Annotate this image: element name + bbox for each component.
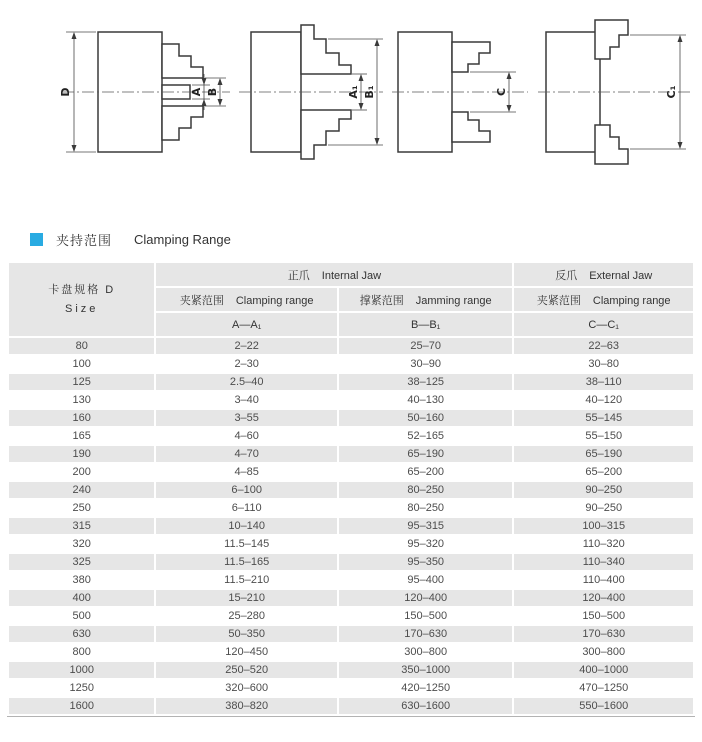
range-cell: 80–250 <box>407 502 445 514</box>
dim-label-a1: A₁ <box>347 85 361 99</box>
size-cell: 320 <box>72 538 91 550</box>
sub-header-clamping-range-en: Clamping range <box>235 294 314 307</box>
table-row <box>9 536 693 552</box>
range-cell: 38–125 <box>339 374 513 390</box>
range-cell: 65–190 <box>514 446 693 462</box>
table-row <box>9 338 693 354</box>
range-cell: 25–280 <box>228 610 266 622</box>
range-cell: 380–820 <box>156 698 337 714</box>
sub-header-external-clamping-range <box>514 288 693 311</box>
range-cell: 120–400 <box>514 590 693 606</box>
range-cell: 95–400 <box>407 574 445 586</box>
table-row <box>9 662 693 678</box>
sub-header-external-clamping-range-zh: 夹紧范围 <box>536 294 581 307</box>
range-cell: 6–110 <box>231 502 262 514</box>
section-title-zh: 夹持范围 <box>56 233 113 248</box>
size-cell: 630 <box>9 626 154 642</box>
range-cell: 22–63 <box>514 338 693 354</box>
table-row <box>9 356 693 372</box>
table-row <box>9 626 693 642</box>
range-cell: 100–315 <box>514 518 693 534</box>
range-cell: 300–800 <box>582 646 626 658</box>
size-cell: 315 <box>9 518 154 534</box>
clamping-range-table <box>7 261 695 717</box>
symbol-header-a: A—A₁ <box>156 313 337 336</box>
size-cell: 130 <box>72 394 91 406</box>
range-cell: 55–150 <box>585 430 623 442</box>
col-header-size <box>9 263 154 336</box>
sub-header-clamping-range <box>156 288 337 311</box>
range-cell: 420–1250 <box>401 682 451 694</box>
range-cell: 55–145 <box>514 410 693 426</box>
table-row <box>9 590 693 606</box>
range-cell: 250–520 <box>156 662 337 678</box>
range-cell: 10–140 <box>156 518 337 534</box>
table-row <box>9 464 693 480</box>
table-row <box>9 482 693 498</box>
table-row <box>9 428 693 444</box>
range-cell: 4–70 <box>156 446 337 462</box>
range-cell: 2–22 <box>156 338 337 354</box>
range-cell: 2.5–40 <box>156 374 337 390</box>
range-cell: 300–800 <box>404 646 448 658</box>
range-cell: 95–315 <box>339 518 513 534</box>
table-row <box>9 500 693 516</box>
table-row <box>9 572 693 588</box>
range-cell: 170–630 <box>339 626 513 642</box>
range-cell: 38–110 <box>514 374 693 390</box>
group-header-internal-jaw-en: Internal Jaw <box>321 269 382 282</box>
range-cell: 95–350 <box>339 554 513 570</box>
size-cell: 200 <box>72 466 91 478</box>
size-cell: 240 <box>9 482 154 498</box>
chuck-drawing-c1 <box>536 8 696 178</box>
size-cell: 100 <box>72 358 91 370</box>
table-row <box>9 392 693 408</box>
range-cell: 90–250 <box>585 502 623 514</box>
range-cell: 65–190 <box>339 446 513 462</box>
table-row <box>9 518 693 534</box>
size-cell: 250 <box>72 502 91 514</box>
range-cell: 30–90 <box>410 358 441 370</box>
range-cell: 110–320 <box>582 538 625 550</box>
range-cell: 25–70 <box>339 338 513 354</box>
size-cell: 165 <box>72 430 91 442</box>
table-row <box>9 698 693 714</box>
range-cell: 120–400 <box>339 590 513 606</box>
size-cell: 160 <box>9 410 154 426</box>
col-header-size-zh: 卡盘规格 D <box>48 283 116 296</box>
table-row <box>9 608 693 624</box>
group-header-external-jaw-zh: 反爪 <box>555 269 578 282</box>
range-cell: 52–165 <box>407 430 445 442</box>
range-cell: 11.5–165 <box>156 554 337 570</box>
range-cell: 630–1600 <box>339 698 513 714</box>
range-cell: 3–40 <box>234 394 259 406</box>
range-cell: 65–200 <box>585 466 623 478</box>
sub-header-jamming-range-zh: 撑紧范围 <box>359 294 404 307</box>
range-cell: 3–55 <box>156 410 337 426</box>
size-cell: 1600 <box>9 698 154 714</box>
range-cell: 4–60 <box>234 430 259 442</box>
group-header-external-jaw-en: External Jaw <box>589 269 653 282</box>
range-cell: 110–340 <box>514 554 693 570</box>
table-row <box>9 374 693 390</box>
range-cell: 470–1250 <box>579 682 629 694</box>
range-cell: 30–80 <box>588 358 620 370</box>
sub-header-external-clamping-range-en: Clamping range <box>592 294 671 307</box>
range-cell: 80–250 <box>339 482 513 498</box>
section-bullet-icon <box>30 233 43 246</box>
range-cell: 50–350 <box>156 626 337 642</box>
chuck-drawing-d-a-b <box>58 8 233 178</box>
size-cell: 80 <box>9 338 154 354</box>
range-cell: 150–500 <box>582 610 626 622</box>
range-cell: 11.5–145 <box>224 538 270 550</box>
size-cell: 325 <box>9 554 154 570</box>
table-row <box>9 644 693 660</box>
dim-label-b1: B₁ <box>363 85 377 99</box>
group-header-internal-jaw-zh: 正爪 <box>287 269 310 282</box>
dim-label-a: A <box>190 87 203 97</box>
group-header-external-jaw <box>514 263 693 286</box>
symbol-header-b: B—B₁ <box>339 313 513 336</box>
chuck-drawing-c <box>390 8 532 178</box>
section-title <box>30 230 702 249</box>
size-cell: 1000 <box>9 662 154 678</box>
size-cell: 190 <box>9 446 154 462</box>
dim-label-b: B <box>206 87 219 97</box>
dim-label-d: D <box>59 87 72 97</box>
table-row <box>9 554 693 570</box>
size-cell: 800 <box>72 646 91 658</box>
symbol-header-c: C—C₁ <box>514 313 693 336</box>
range-cell: 65–200 <box>407 466 445 478</box>
range-cell: 2–30 <box>234 358 259 370</box>
table-row <box>9 680 693 696</box>
range-cell: 110–400 <box>582 574 625 586</box>
range-cell: 11.5–210 <box>224 574 270 586</box>
size-cell: 380 <box>72 574 91 586</box>
size-cell: 500 <box>72 610 91 622</box>
range-cell: 15–210 <box>156 590 337 606</box>
table-row <box>9 410 693 426</box>
chuck-drawing-a1-b1 <box>237 8 385 178</box>
range-cell: 6–100 <box>156 482 337 498</box>
sub-header-clamping-range-zh: 夹紧范围 <box>179 294 224 307</box>
range-cell: 170–630 <box>514 626 693 642</box>
range-cell: 95–320 <box>407 538 445 550</box>
range-cell: 40–130 <box>407 394 445 406</box>
range-cell: 150–500 <box>404 610 448 622</box>
range-cell: 120–450 <box>225 646 269 658</box>
technical-drawings <box>0 0 702 176</box>
range-cell: 320–600 <box>225 682 269 694</box>
range-cell: 40–120 <box>585 394 623 406</box>
range-cell: 90–250 <box>514 482 693 498</box>
range-cell: 4–85 <box>234 466 259 478</box>
table-row <box>9 446 693 462</box>
group-header-internal-jaw <box>156 263 512 286</box>
range-cell: 400–1000 <box>514 662 693 678</box>
range-cell: 350–1000 <box>339 662 513 678</box>
size-cell: 400 <box>9 590 154 606</box>
sub-header-jamming-range <box>339 288 513 311</box>
section-title-en: Clamping Range <box>134 232 231 247</box>
size-cell: 125 <box>9 374 154 390</box>
size-cell: 1250 <box>69 682 94 694</box>
sub-header-jamming-range-en: Jamming range <box>415 294 492 307</box>
range-cell: 50–160 <box>339 410 513 426</box>
dim-label-c1: C₁ <box>664 85 678 99</box>
dim-label-c: C <box>494 87 508 97</box>
table-body <box>9 338 693 714</box>
range-cell: 550–1600 <box>514 698 693 714</box>
col-header-size-en: Size <box>65 302 99 315</box>
